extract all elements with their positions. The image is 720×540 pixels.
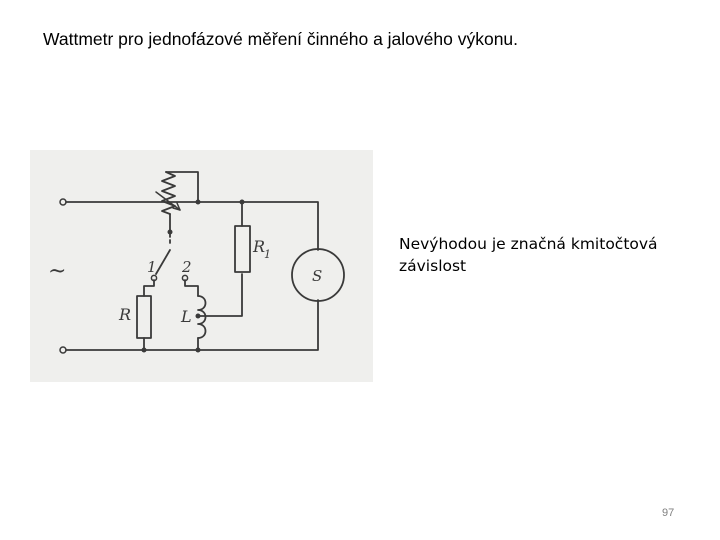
inductor-tap xyxy=(198,274,242,316)
resistor-r1 xyxy=(235,226,250,272)
rheostat-wiper xyxy=(156,192,180,210)
node-top-1 xyxy=(196,200,201,205)
label-switch-1: 1 xyxy=(147,258,157,276)
inductor-lead-top xyxy=(185,280,198,296)
node-top-2 xyxy=(240,200,245,205)
resistor-lead-top xyxy=(144,280,154,296)
node-inductor-tap xyxy=(196,314,201,319)
page-number: 97 xyxy=(662,507,675,519)
source-symbol: ~ xyxy=(48,259,67,284)
label-instrument: S xyxy=(312,267,323,285)
switch-blade xyxy=(156,250,170,274)
resistor-r xyxy=(137,296,151,338)
node-switch-pivot xyxy=(168,230,173,235)
label-inductor: L xyxy=(181,307,192,326)
top-line xyxy=(66,202,318,250)
bottom-line xyxy=(66,300,318,350)
label-r1-subscript: 1 xyxy=(264,248,271,261)
slide-title: Wattmetr pro jednofázové měření činného a jalového výkonu. xyxy=(43,29,519,49)
node-bottom-1 xyxy=(142,348,147,353)
node-bottom-2 xyxy=(196,348,201,353)
circuit-schematic xyxy=(30,150,373,382)
label-resistor: R xyxy=(119,305,132,324)
circuit-diagram xyxy=(30,150,373,382)
label-r1: R xyxy=(253,237,266,256)
label-switch-2: 2 xyxy=(182,258,192,276)
slide-note: Nevýhodou je značná kmitočtová závislost xyxy=(399,235,658,275)
